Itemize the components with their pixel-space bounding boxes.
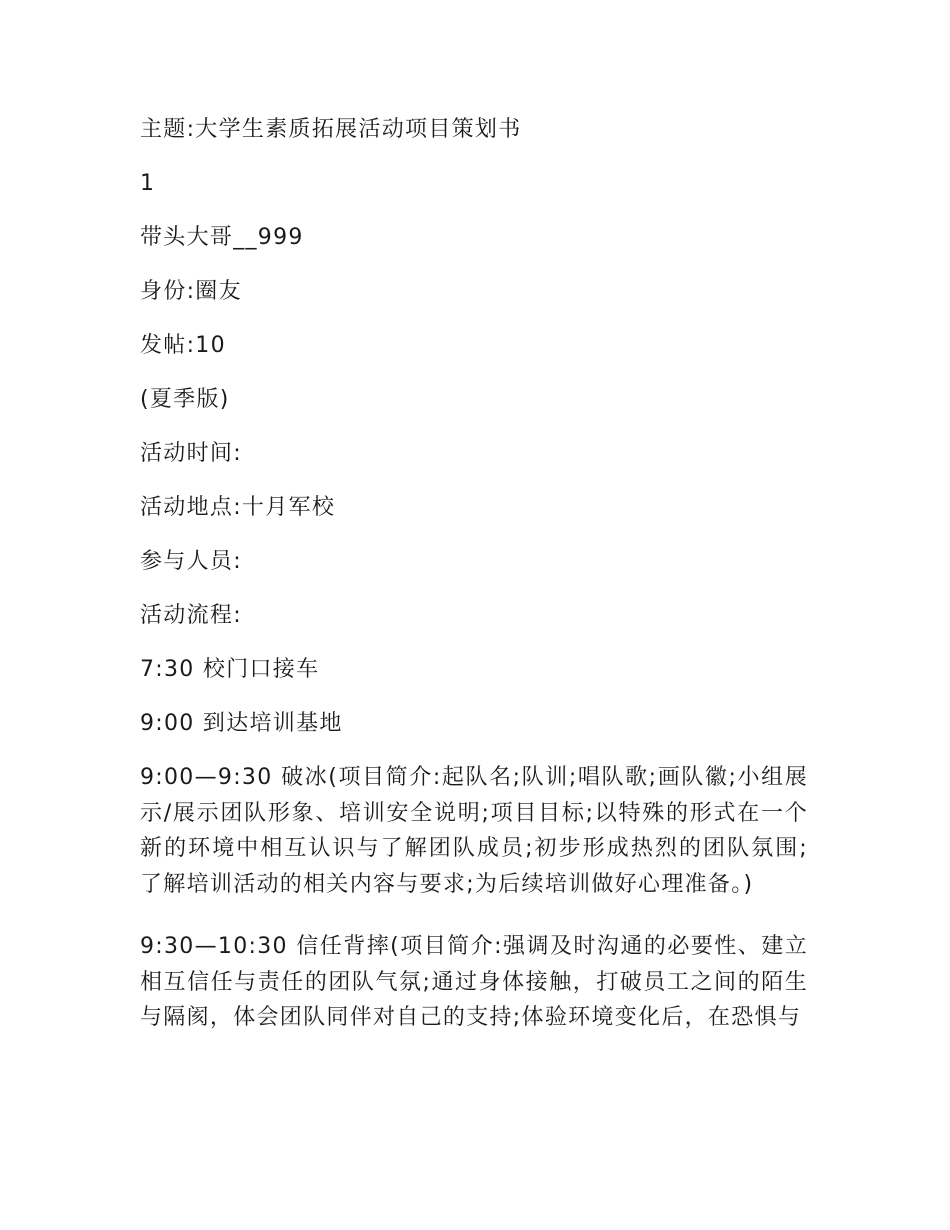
activity-time: 活动时间: bbox=[140, 441, 242, 466]
post-number: 1 bbox=[140, 171, 156, 196]
document-title: 主题:大学生素质拓展活动项目策划书 bbox=[140, 117, 522, 142]
participants: 参与人员: bbox=[140, 549, 242, 574]
schedule-item-arrival: 9:00 到达培训基地 bbox=[140, 711, 343, 736]
schedule-item-icebreaker: 9:00—9:30 破冰(项目简介:起队名;队训;唱队歌;画队徽;小组展示/展示团队形象、培训安全说明;项目目标;以特殊的形式在一个新的环境中相互认识与了解团队成员;初步形成热烈的团队氛围;了解培训活动的相关内容与要求;为后续培训做好心理准备。) bbox=[140, 765, 808, 897]
author-name: 带头大哥__999 bbox=[140, 225, 304, 250]
post-count: 发帖:10 bbox=[140, 333, 226, 358]
document-body bbox=[140, 116, 808, 1063]
edition-label: (夏季版) bbox=[140, 387, 230, 412]
schedule-item-pickup: 7:30 校门口接车 bbox=[140, 657, 320, 682]
activity-location: 活动地点:十月军校 bbox=[140, 495, 336, 520]
activity-process-heading: 活动流程: bbox=[140, 603, 242, 628]
author-identity: 身份:圈友 bbox=[140, 279, 242, 304]
schedule-item-trust-fall: 9:30—10:30 信任背摔(项目简介:强调及时沟通的必要性、建立相互信任与责任的团队气氛;通过身体接触，打破员工之间的陌生与隔阂，体会团队同伴对自己的支持;体验环境变化后，在恐惧与 bbox=[140, 934, 808, 1030]
